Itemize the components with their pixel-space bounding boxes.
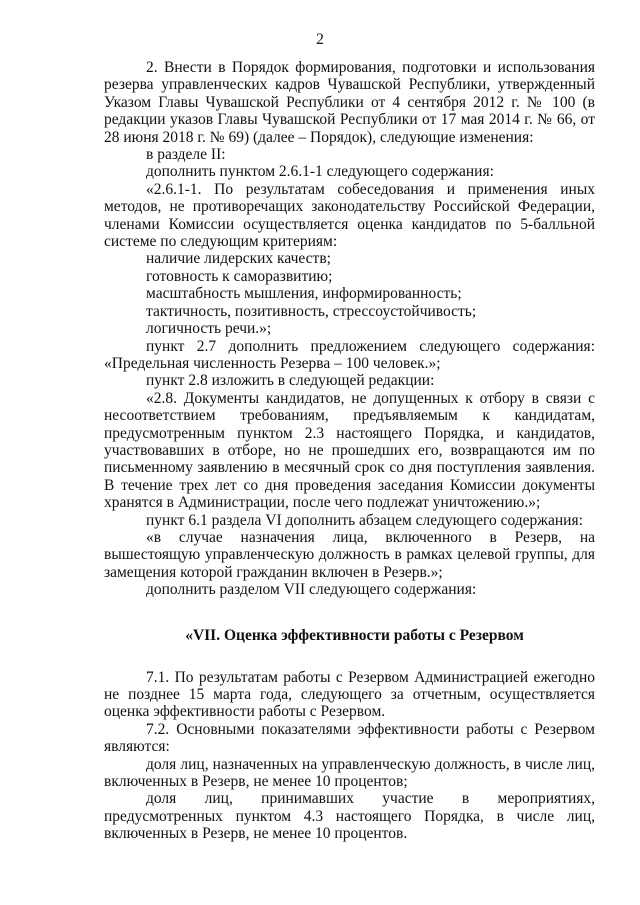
paragraph-point-6-1: «в случае назначения лица, включенного в Резерв, на вышестоящую управленческую должность в рамках целевой группы, для замещения которой гражданин включен в Резерв.»; [104, 528, 595, 581]
indicator-appointed-share: доля лиц, назначенных на управленческую должность, в числе лиц, включенных в Резерв, не менее 10 процентов; [104, 755, 595, 791]
paragraph-point-7-1: 7.1. По результатам работы с Резервом Администрацией ежегодно не позднее 15 марта года, следующего за отчетным, осуществляется оценка эффективности работы с Резервом. [104, 668, 595, 721]
section-heading-vii: «VII. Оценка эффективности работы с Резервом [185, 626, 524, 644]
criterion-thinking-scale: масштабность мышления, информированность; [146, 285, 462, 303]
document-body [104, 59, 595, 843]
paragraph-add-section-vii: дополнить разделом VII следующего содержания: [146, 581, 477, 599]
paragraph-section-ii: в разделе II: [146, 146, 226, 164]
paragraph-amendment-intro: 2. Внести в Порядок формирования, подготовки и использования резерва управленческих кадров Чувашской Республики, утвержденный Указом Главы Чувашской Республики от 4 сентября 2012 г. № 100 (в редакции указов Главы Чувашской Республики от 17 мая 2014 г. № 66, от 28 июня 2018 г. № 69) (далее – Порядок), следующие изменения: [104, 59, 595, 146]
criterion-tact: тактичность, позитивность, стрессоустойчивость; [146, 302, 477, 320]
paragraph-point-2-8-intro: пункт 2.8 изложить в следующей редакции: [146, 372, 435, 390]
criterion-self-development: готовность к саморазвитию; [146, 267, 333, 285]
paragraph-point-7-2: 7.2. Основными показателями эффективности работы с Резервом являются: [104, 720, 595, 756]
paragraph-point-2-8: «2.8. Документы кандидатов, не допущенных к отбору в связи с несоответствием требованиям, предъявляемым к кандидатам, предусмотренным пунктом 2.3 настоящего Порядка, и кандидатов, участвовавших в отборе, но не прошедших его, возвращаются им по письменному заявлению в месячный срок со дня поступления заявления. В течение трех лет со дня проведения заседания Комиссии документы хранятся в Администрации, после чего подлежат уничтожению.»; [104, 389, 595, 512]
page-number: 2 [316, 31, 324, 48]
paragraph-point-2-6-1-1: «2.6.1-1. По результатам собеседования и применения иных методов, не противоречащих законодательству Российской Федерации, членами Комиссии осуществляется оценка кандидатов по 5-балльной системе по следующим критериям: [104, 180, 595, 251]
criterion-leadership: наличие лидерских качеств; [146, 250, 331, 268]
criterion-logical-speech: логичность речи.»; [146, 320, 272, 338]
paragraph-point-2-7: пункт 2.7 дополнить предложением следующего содержания: «Предельная численность Резерва – 100 человек.»; [104, 337, 595, 372]
paragraph-point-6-1-intro: пункт 6.1 раздела VI дополнить абзацем следующего содержания: [146, 511, 583, 529]
paragraph-add-point-2-6-1-1: дополнить пунктом 2.6.1-1 следующего содержания: [146, 163, 494, 181]
indicator-participation-share: доля лиц, принимавших участие в мероприятиях, предусмотренных пунктом 4.3 настоящего Порядка, в числе лиц, включенных в Резерв, не менее 10 процентов. [104, 790, 595, 843]
